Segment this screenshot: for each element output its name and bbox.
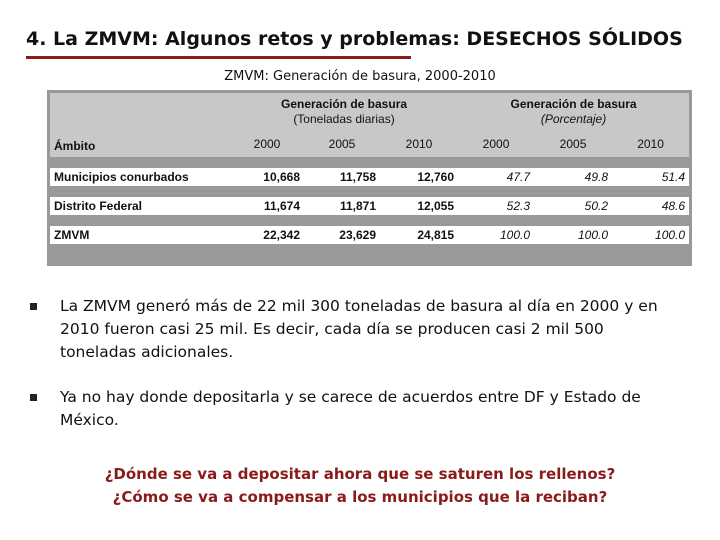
year-header: 2005: [534, 131, 612, 157]
table-cell: 100.0: [612, 226, 689, 244]
row-label: Municipios conurbados: [50, 168, 230, 186]
group-header-tonnes-title: Generación de basura: [280, 97, 408, 111]
question-line: ¿Dónde se va a depositar ahora que se saturen los rellenos?: [104, 465, 616, 483]
table-cell: 24,815: [380, 226, 458, 244]
ambito-header: Ámbito: [50, 93, 230, 157]
table-cell: 100.0: [458, 226, 534, 244]
table-row-total: [50, 226, 689, 244]
bullet-list: [30, 295, 680, 432]
page-title: 4. La ZMVM: Algunos retos y problemas: DESECHOS SÓLIDOS: [26, 28, 683, 50]
square-bullet-icon: [30, 303, 37, 310]
group-header-percent-title: Generación de basura: [510, 97, 637, 111]
bullet-item: [30, 386, 680, 432]
bullet-text: La ZMVM generó más de 22 mil 300 toneladas de basura al día en 2000 y en 2010 fueron casi 25 mil. Es decir, cada día se producen casi 2 mil 500 toneladas adicionales.: [60, 297, 658, 361]
row-label: Distrito Federal: [50, 197, 230, 215]
table-row: [50, 168, 689, 186]
table-cell: 48.6: [612, 197, 689, 215]
square-bullet-icon: [30, 394, 37, 401]
group-header-percent-sub: (Porcentaje): [540, 112, 607, 126]
header-row-groups: [50, 93, 689, 131]
table-cell: 12,055: [380, 197, 458, 215]
year-header: 2010: [612, 131, 689, 157]
question-line: ¿Cómo se va a compensar a los municipios que la reciban?: [112, 488, 608, 506]
bullet-item: [30, 295, 680, 364]
table-cell: 11,674: [230, 197, 304, 215]
table-cell: 23,629: [304, 226, 380, 244]
table-cell: 47.7: [458, 168, 534, 186]
table-cell: 49.8: [534, 168, 612, 186]
table-row: [50, 197, 689, 215]
table-cell: 52.3: [458, 197, 534, 215]
group-header-percent: [458, 93, 689, 131]
title-underline: [26, 56, 411, 59]
year-header: 2000: [230, 131, 304, 157]
closing-questions: [0, 463, 720, 509]
waste-generation-table: [50, 93, 689, 244]
table-cell: 10,668: [230, 168, 304, 186]
year-header: 2005: [304, 131, 380, 157]
table-cell: 12,760: [380, 168, 458, 186]
row-label: ZMVM: [50, 226, 230, 244]
year-header: 2010: [380, 131, 458, 157]
data-table-frame: [47, 90, 692, 266]
table-caption: ZMVM: Generación de basura, 2000-2010: [224, 69, 496, 84]
table-cell: 50.2: [534, 197, 612, 215]
table-cell: 11,871: [304, 197, 380, 215]
table-cell: 100.0: [534, 226, 612, 244]
table-cell: 51.4: [612, 168, 689, 186]
group-header-tonnes-sub: (Toneladas diarias): [293, 112, 395, 126]
bullet-text: Ya no hay donde depositarla y se carece de acuerdos entre DF y Estado de México.: [60, 388, 641, 429]
table-cell: 11,758: [304, 168, 380, 186]
year-header: 2000: [458, 131, 534, 157]
group-header-tonnes: [230, 93, 458, 131]
table-cell: 22,342: [230, 226, 304, 244]
